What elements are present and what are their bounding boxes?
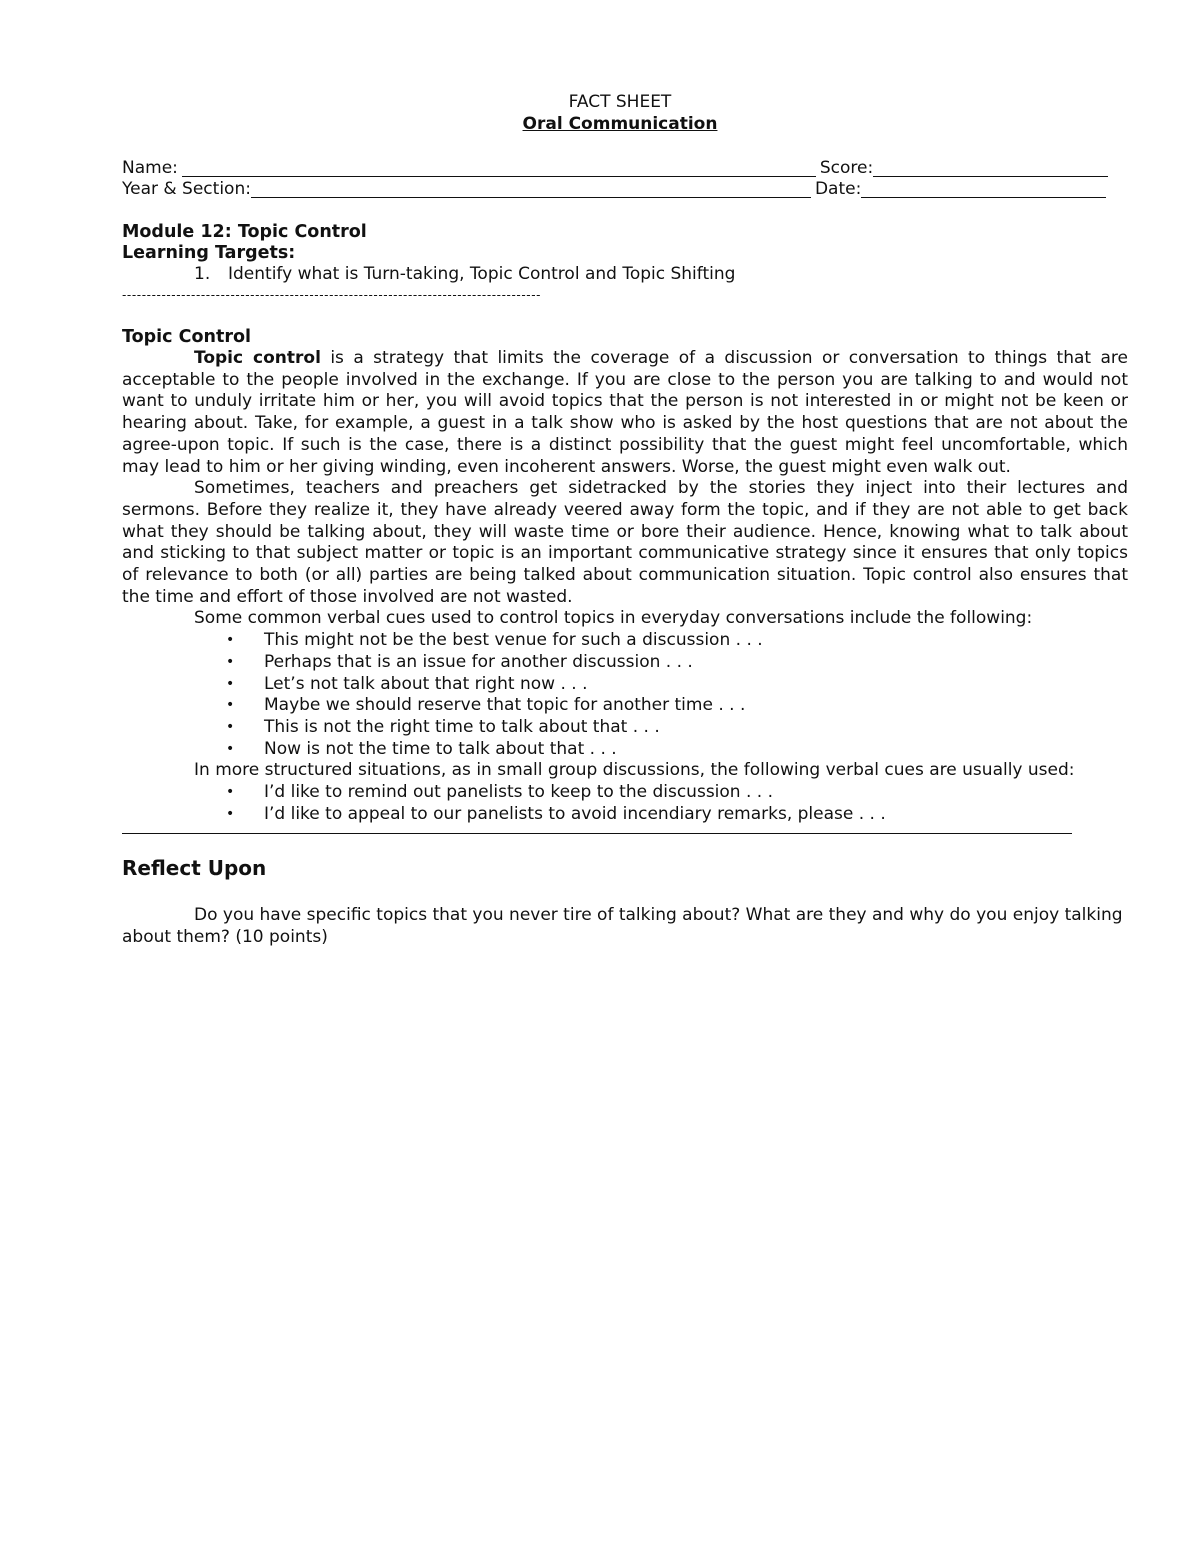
list-item: • Let’s not talk about that right now . . . — [226, 673, 588, 694]
topic-control-heading: Topic Control — [122, 327, 251, 347]
bullet-icon: • — [226, 653, 235, 670]
bullet-icon: • — [226, 805, 235, 822]
document-subtitle: Oral Communication — [522, 114, 718, 134]
module-title: Module 12: Topic Control — [122, 222, 367, 242]
list-item: • I’d like to remind out panelists to keep to the discussion . . . — [226, 782, 773, 803]
year-section-label: Year & Section: — [122, 179, 251, 199]
learning-target-number: 1. — [194, 264, 211, 284]
topic-control-term: Topic control — [194, 348, 321, 368]
bullet-icon: • — [226, 784, 235, 801]
score-label: Score: — [819, 158, 874, 178]
list-item: • This might not be the best venue for such a discussion . . . — [226, 630, 763, 651]
list-item: • Now is not the time to talk about that . . . — [226, 738, 617, 759]
horizontal-rule — [122, 833, 1072, 834]
bullet-icon: • — [226, 740, 235, 757]
score-field[interactable] — [873, 160, 1108, 177]
learning-target-item — [122, 264, 1128, 285]
bullet-icon: • — [226, 675, 235, 692]
date-label: Date: — [814, 179, 862, 199]
list-item: • Maybe we should reserve that topic for another time . . . — [226, 695, 746, 716]
year-section-field[interactable] — [251, 181, 811, 198]
document-body — [122, 92, 1128, 948]
verbal-cues-list — [122, 630, 1128, 760]
reflect-question: Do you have specific topics that you never tire of talking about? What are they and why do you enjoy talking about them? (10 points) — [122, 905, 1123, 948]
list-item: • This is not the right time to talk about that . . . — [226, 716, 660, 737]
name-label: Name: — [122, 158, 178, 178]
learning-targets-label: Learning Targets: — [122, 243, 296, 263]
year-date-row — [122, 179, 1128, 200]
bullet-icon: • — [226, 697, 235, 714]
topic-control-paragraph-1-text: is a strategy that limits the coverage of a discussion or conversation to things that are acceptable to the people involved in the exchange. If you are close to the person you are talking to and would not want to unduly irritate him or her, you will avoid topics that the person is not interested in or might not be keen or hearing about. Take, for example, a guest in a talk show who is asked by the host questions that are not about the agree-upon topic. If such is the case, there is a distinct possibility that the guest might feel uncomfortable, which may lead to him or her giving winding, even incoherent answers. Worse, the guest might even walk out. — [122, 348, 1128, 477]
bullet-icon: • — [226, 632, 235, 649]
document-title: FACT SHEET — [568, 92, 672, 112]
dashed-divider: ------------------------------------------------------------------------------------- — [122, 288, 542, 302]
bullet-icon: • — [226, 718, 235, 735]
list-item: • I’d like to appeal to our panelists to avoid incendiary remarks, please . . . — [226, 803, 886, 824]
structured-cues-intro: In more structured situations, as in small group discussions, the following verbal cues are usually used: — [194, 760, 1075, 781]
learning-target-text: Identify what is Turn-taking, Topic Control and Topic Shifting — [228, 264, 736, 284]
reflect-upon-heading: Reflect Upon — [122, 856, 267, 881]
verbal-cues-intro: Some common verbal cues used to control topics in everyday conversations include the following: — [194, 608, 1033, 629]
structured-cues-list — [122, 782, 1128, 825]
topic-control-paragraph-2: Sometimes, teachers and preachers get sidetracked by the stories they inject into their lectures and sermons. Before they realize it, they have already veered away form the topic, and if they are not able to get back what they should be talking about, they will waste time or bore their audience. Hence, knowing what to talk about and sticking to that subject matter or topic is an important communicative strategy since it ensures that only topics of relevance to both (or all) parties are being talked about communication situation. Topic control also ensures that the time and effort of those involved are not wasted. — [122, 478, 1128, 607]
name-field[interactable] — [182, 160, 816, 177]
list-item: • Perhaps that is an issue for another discussion . . . — [226, 651, 693, 672]
topic-control-paragraph-1 — [122, 348, 1128, 478]
name-score-row — [122, 158, 1128, 179]
date-field[interactable] — [861, 181, 1106, 198]
